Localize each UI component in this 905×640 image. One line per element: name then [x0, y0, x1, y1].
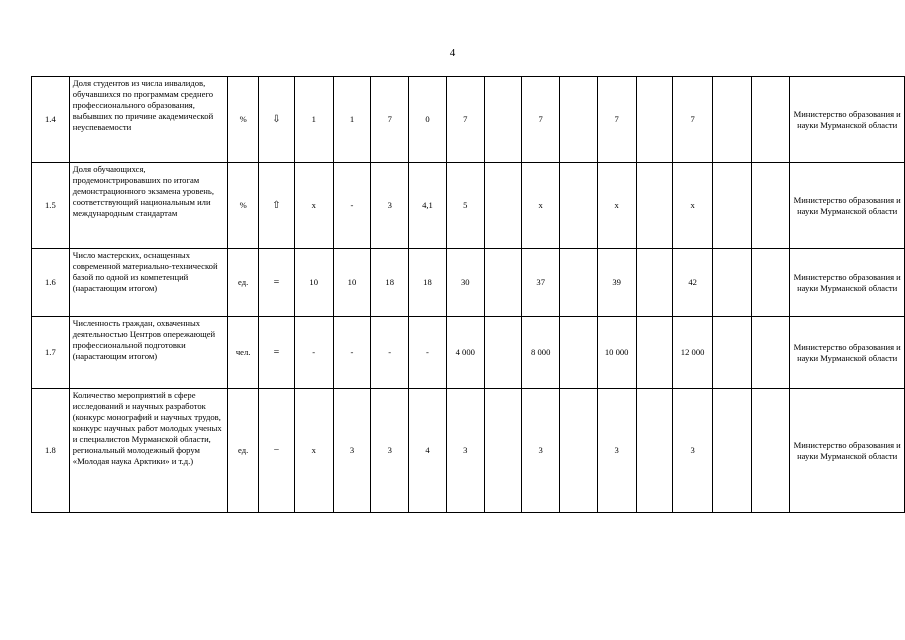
unit: ед.: [228, 389, 259, 513]
value-cell: x: [522, 163, 560, 249]
value-cell: x: [294, 389, 333, 513]
value-cell: 5: [446, 163, 484, 249]
trend-cell: [259, 317, 295, 389]
value-cell: 4,1: [409, 163, 447, 249]
equals-icon: =: [273, 277, 280, 288]
value-cell: [636, 249, 673, 317]
value-cell: 3: [333, 389, 371, 513]
value-cell: 30: [446, 249, 484, 317]
trend-cell: [259, 389, 295, 513]
value-cell: 0: [409, 77, 447, 163]
value-cell: [484, 77, 522, 163]
arrow-down-outline-icon: ⇩: [272, 114, 281, 125]
row-number: 1.7: [32, 317, 70, 389]
value-cell: x: [597, 163, 636, 249]
row-number: 1.8: [32, 389, 70, 513]
unit: ед.: [228, 249, 259, 317]
value-cell: 7: [446, 77, 484, 163]
value-cell: x: [673, 163, 713, 249]
value-cell: 10 000: [597, 317, 636, 389]
value-cell: 3: [371, 389, 409, 513]
value-cell: 3: [673, 389, 713, 513]
trend-cell: [259, 163, 295, 249]
value-cell: 7: [522, 77, 560, 163]
value-cell: 7: [597, 77, 636, 163]
page-number: 4: [449, 47, 456, 59]
unit: %: [228, 77, 259, 163]
value-cell: 3: [446, 389, 484, 513]
value-cell: 3: [371, 163, 409, 249]
value-cell: -: [294, 317, 333, 389]
unit: %: [228, 163, 259, 249]
blank-cell: [751, 77, 790, 163]
arrow-up-outline-icon: ⇧: [272, 200, 281, 211]
blank-cell: [751, 389, 790, 513]
value-cell: 39: [597, 249, 636, 317]
responsible-ministry: Министерство образования и науки Мурманской области: [790, 389, 905, 513]
indicator-name: Доля студентов из числа инвалидов, обучавшихся по программам среднего профессионального образования, выбывших по причине академической неуспеваемости: [69, 77, 227, 163]
value-cell: [560, 249, 598, 317]
responsible-ministry: Министерство образования и науки Мурманской области: [790, 77, 905, 163]
row-number: 1.4: [32, 77, 70, 163]
value-cell: [713, 163, 752, 249]
value-cell: [560, 77, 598, 163]
value-cell: [484, 317, 522, 389]
trend-cell: [259, 249, 295, 317]
blank-cell: [751, 163, 790, 249]
value-cell: [560, 389, 598, 513]
value-cell: 10: [294, 249, 333, 317]
responsible-ministry: Министерство образования и науки Мурманской области: [790, 163, 905, 249]
value-cell: [636, 317, 673, 389]
minus-icon: −: [273, 445, 280, 456]
table-row: [32, 317, 905, 389]
value-cell: 1: [333, 77, 371, 163]
value-cell: 42: [673, 249, 713, 317]
equals-icon: =: [273, 347, 280, 358]
table-row: [32, 249, 905, 317]
value-cell: 4 000: [446, 317, 484, 389]
value-cell: [636, 163, 673, 249]
value-cell: 12 000: [673, 317, 713, 389]
responsible-ministry: Министерство образования и науки Мурманской области: [790, 249, 905, 317]
value-cell: [484, 249, 522, 317]
blank-cell: [751, 249, 790, 317]
value-cell: [560, 163, 598, 249]
indicator-name: Доля обучающихся, продемонстрировавших по итогам демонстрационного экзамена уровень, соответствующий национальным или международным стандартам: [69, 163, 227, 249]
value-cell: [713, 317, 752, 389]
value-cell: 37: [522, 249, 560, 317]
value-cell: 3: [522, 389, 560, 513]
row-number: 1.6: [32, 249, 70, 317]
trend-cell: [259, 77, 295, 163]
value-cell: 18: [409, 249, 447, 317]
row-number: 1.5: [32, 163, 70, 249]
value-cell: 3: [597, 389, 636, 513]
indicators-table: [31, 76, 905, 513]
value-cell: 8 000: [522, 317, 560, 389]
indicator-name: Численность граждан, охваченных деятельностью Центров опережающей профессиональной подготовки (нарастающим итогом): [69, 317, 227, 389]
table-row: [32, 163, 905, 249]
value-cell: [713, 389, 752, 513]
value-cell: -: [409, 317, 447, 389]
value-cell: 7: [673, 77, 713, 163]
responsible-ministry: Министерство образования и науки Мурманской области: [790, 317, 905, 389]
value-cell: -: [333, 163, 371, 249]
value-cell: 4: [409, 389, 447, 513]
value-cell: 7: [371, 77, 409, 163]
indicator-name: Число мастерских, оснащенных современной материально-технической базой по одной из компетенций (нарастающим итогом): [69, 249, 227, 317]
value-cell: -: [333, 317, 371, 389]
value-cell: [636, 389, 673, 513]
value-cell: 18: [371, 249, 409, 317]
value-cell: [484, 389, 522, 513]
value-cell: x: [294, 163, 333, 249]
value-cell: [484, 163, 522, 249]
value-cell: [560, 317, 598, 389]
value-cell: [636, 77, 673, 163]
table-row: [32, 77, 905, 163]
unit: чел.: [228, 317, 259, 389]
table-row: [32, 389, 905, 513]
blank-cell: [751, 317, 790, 389]
value-cell: [713, 249, 752, 317]
value-cell: 10: [333, 249, 371, 317]
value-cell: -: [371, 317, 409, 389]
indicator-name: Количество мероприятий в сфере исследований и научных разработок (конкурс монографий и научных трудов, конкурс научных работ молодых ученых и специалистов Мурманской области, региональный молодежный форум «Молодая наука Арктики» и т.д.): [69, 389, 227, 513]
value-cell: 1: [294, 77, 333, 163]
value-cell: [713, 77, 752, 163]
